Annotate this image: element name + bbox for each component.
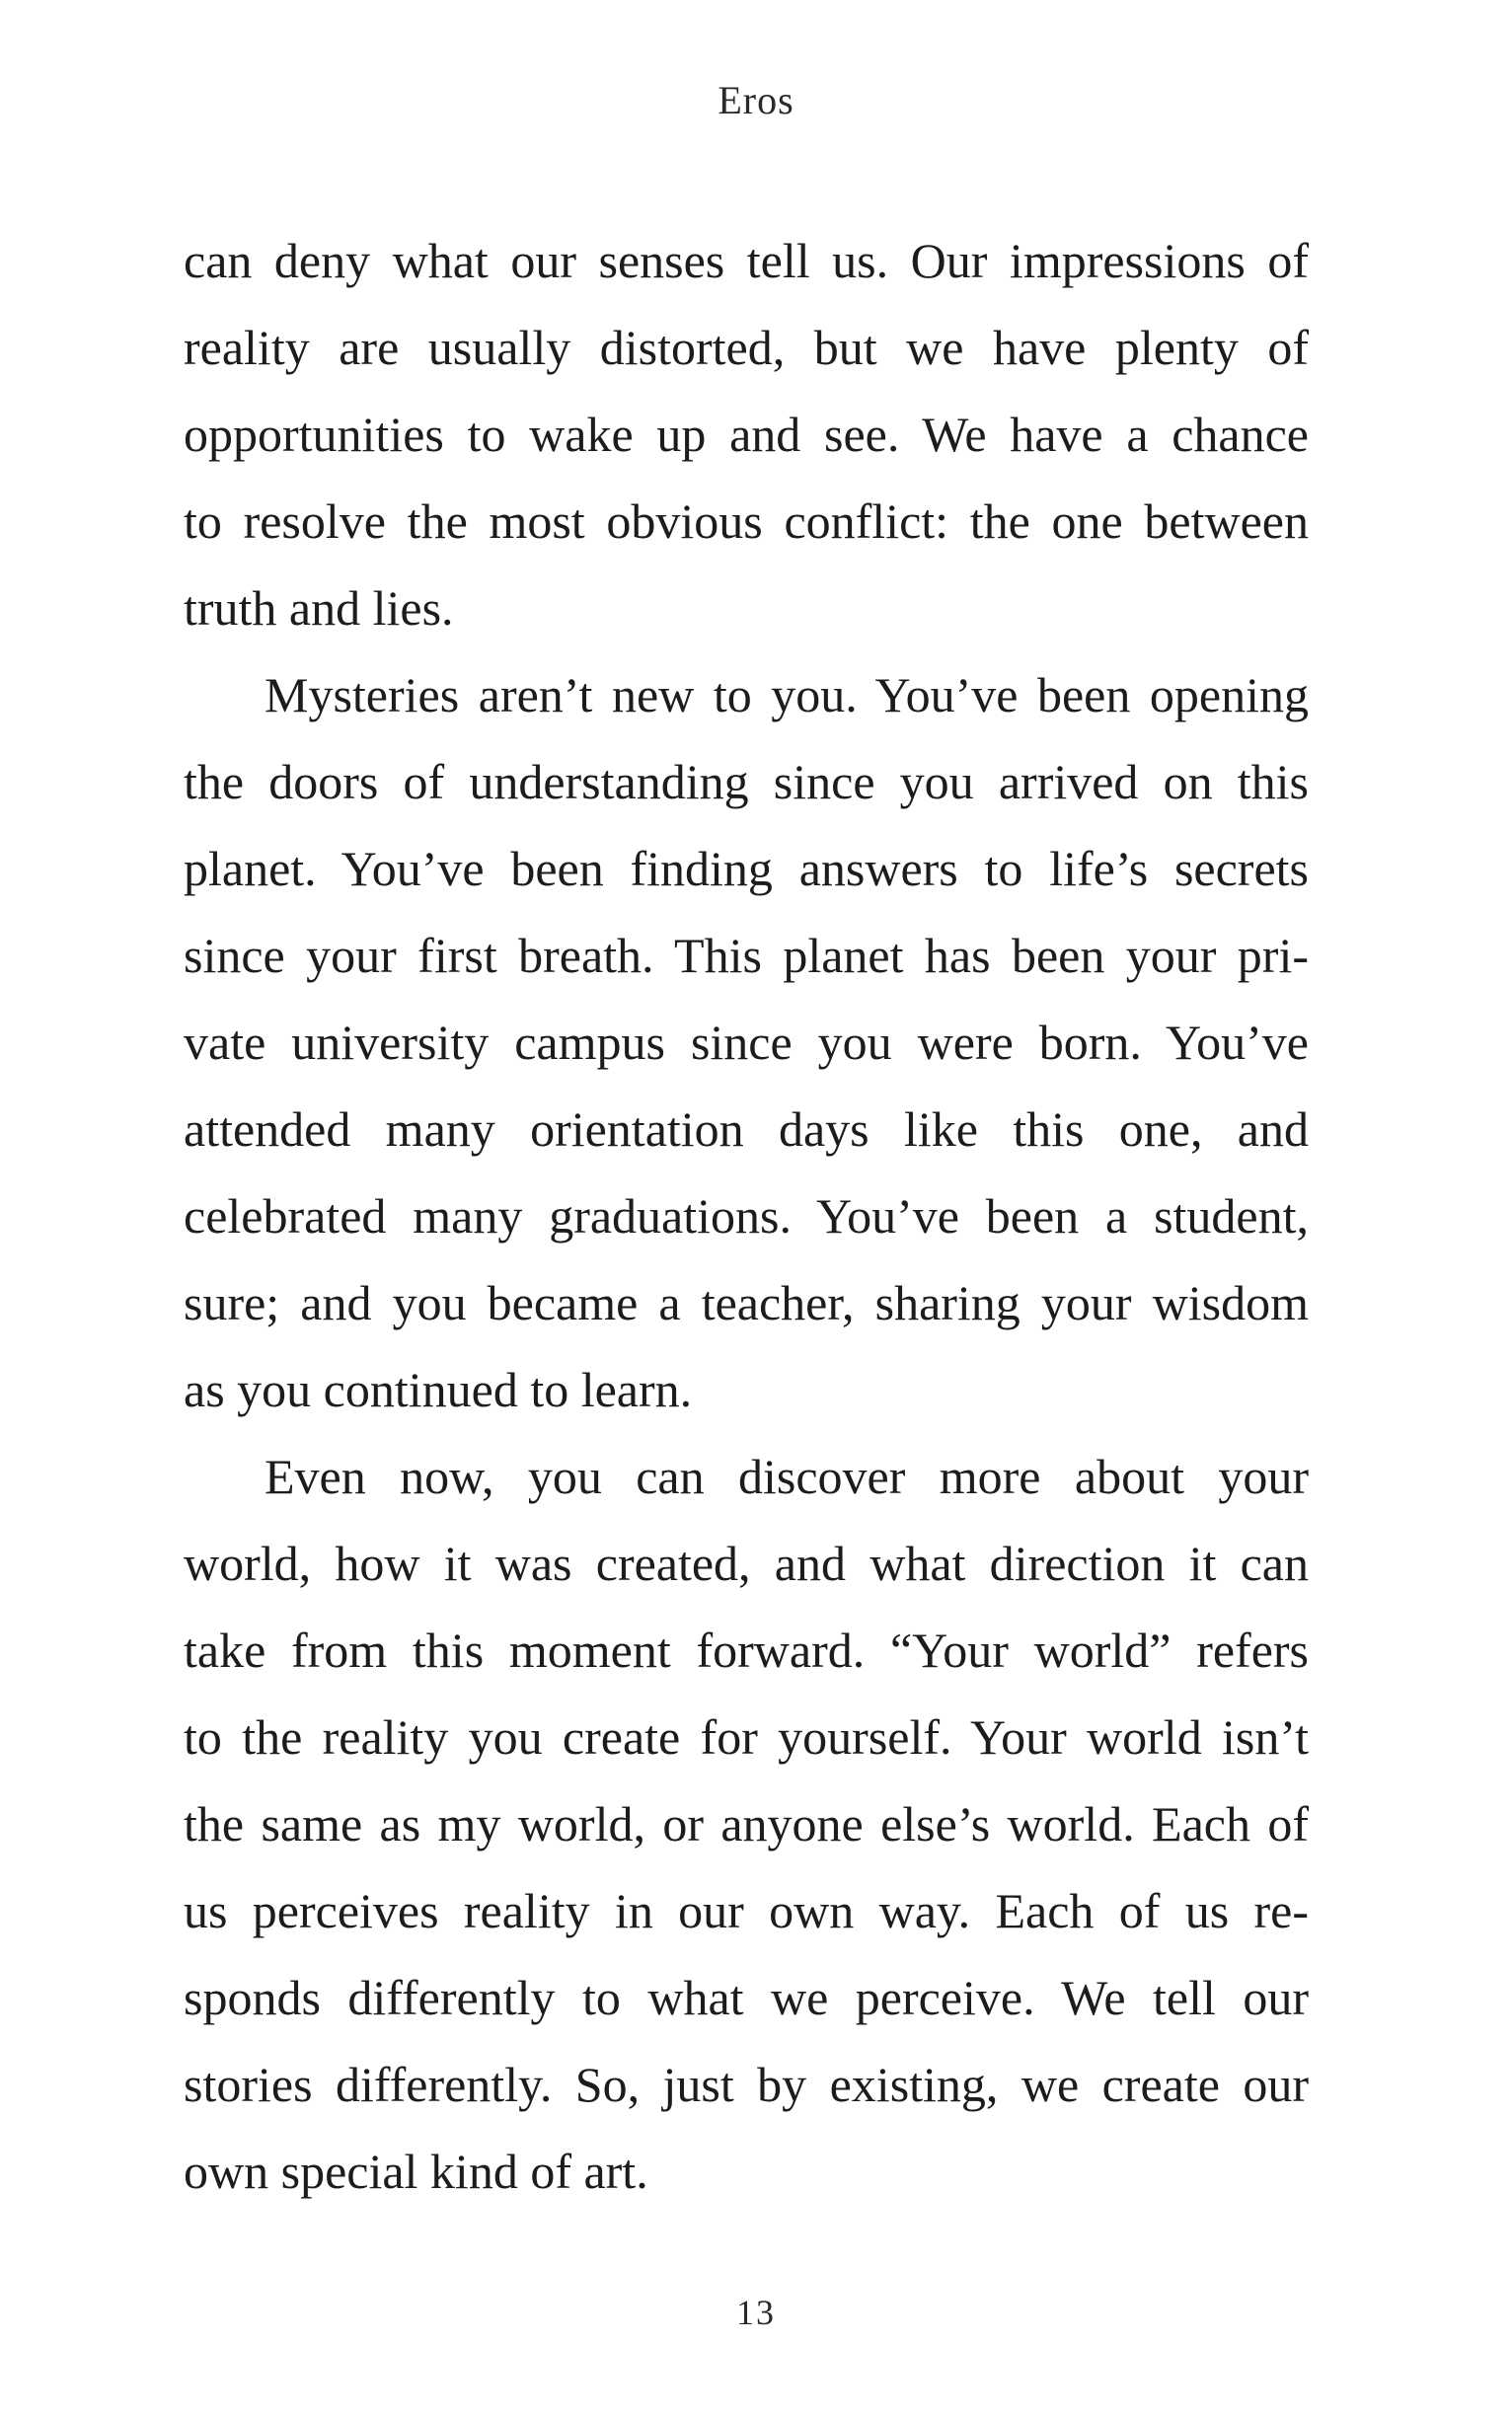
text-line: sponds differently to what we perceive. We tell our: [184, 1970, 1309, 2025]
text-line: Even now, you can discover more about your: [265, 1449, 1309, 1504]
text-line: truth and lies.: [184, 580, 454, 636]
text-line: the same as my world, or anyone else’s world. Each of: [184, 1796, 1309, 1851]
body-text: [184, 217, 1309, 2215]
text-line: us perceives reality in our own way. Each of us re-: [184, 1883, 1309, 1938]
text-line: since your first breath. This planet has been your pri-: [184, 928, 1309, 983]
text-line: as you continued to learn.: [184, 1362, 693, 1417]
page-number: 13: [736, 2293, 776, 2332]
running-head: Eros: [718, 78, 794, 122]
text-line: to resolve the most obvious conflict: the one between: [184, 493, 1309, 549]
text-line: take from this moment forward. “Your world” refers: [184, 1623, 1309, 1678]
text-line: attended many orientation days like this one, and: [184, 1101, 1309, 1157]
text-line: own special kind of art.: [184, 2144, 648, 2199]
text-line: planet. You’ve been finding answers to life’s secrets: [184, 841, 1309, 896]
text-line: reality are usually distorted, but we have plenty of: [184, 320, 1309, 375]
text-line: stories differently. So, just by existing, we create our: [184, 2057, 1309, 2112]
text-line: Mysteries aren’t new to you. You’ve been opening: [265, 667, 1309, 722]
text-line: the doors of understanding since you arrived on this: [184, 754, 1309, 809]
text-line: opportunities to wake up and see. We have a chance: [184, 407, 1309, 462]
text-line: sure; and you became a teacher, sharing your wisdom: [184, 1275, 1309, 1330]
text-line: vate university campus since you were born. You’ve: [184, 1015, 1309, 1070]
text-line: celebrated many graduations. You’ve been a student,: [184, 1188, 1309, 1244]
text-line: can deny what our senses tell us. Our impressions of: [184, 233, 1309, 288]
text-line: world, how it was created, and what direction it can: [184, 1536, 1309, 1591]
text-line: to the reality you create for yourself. Your world isn’t: [184, 1709, 1309, 1765]
